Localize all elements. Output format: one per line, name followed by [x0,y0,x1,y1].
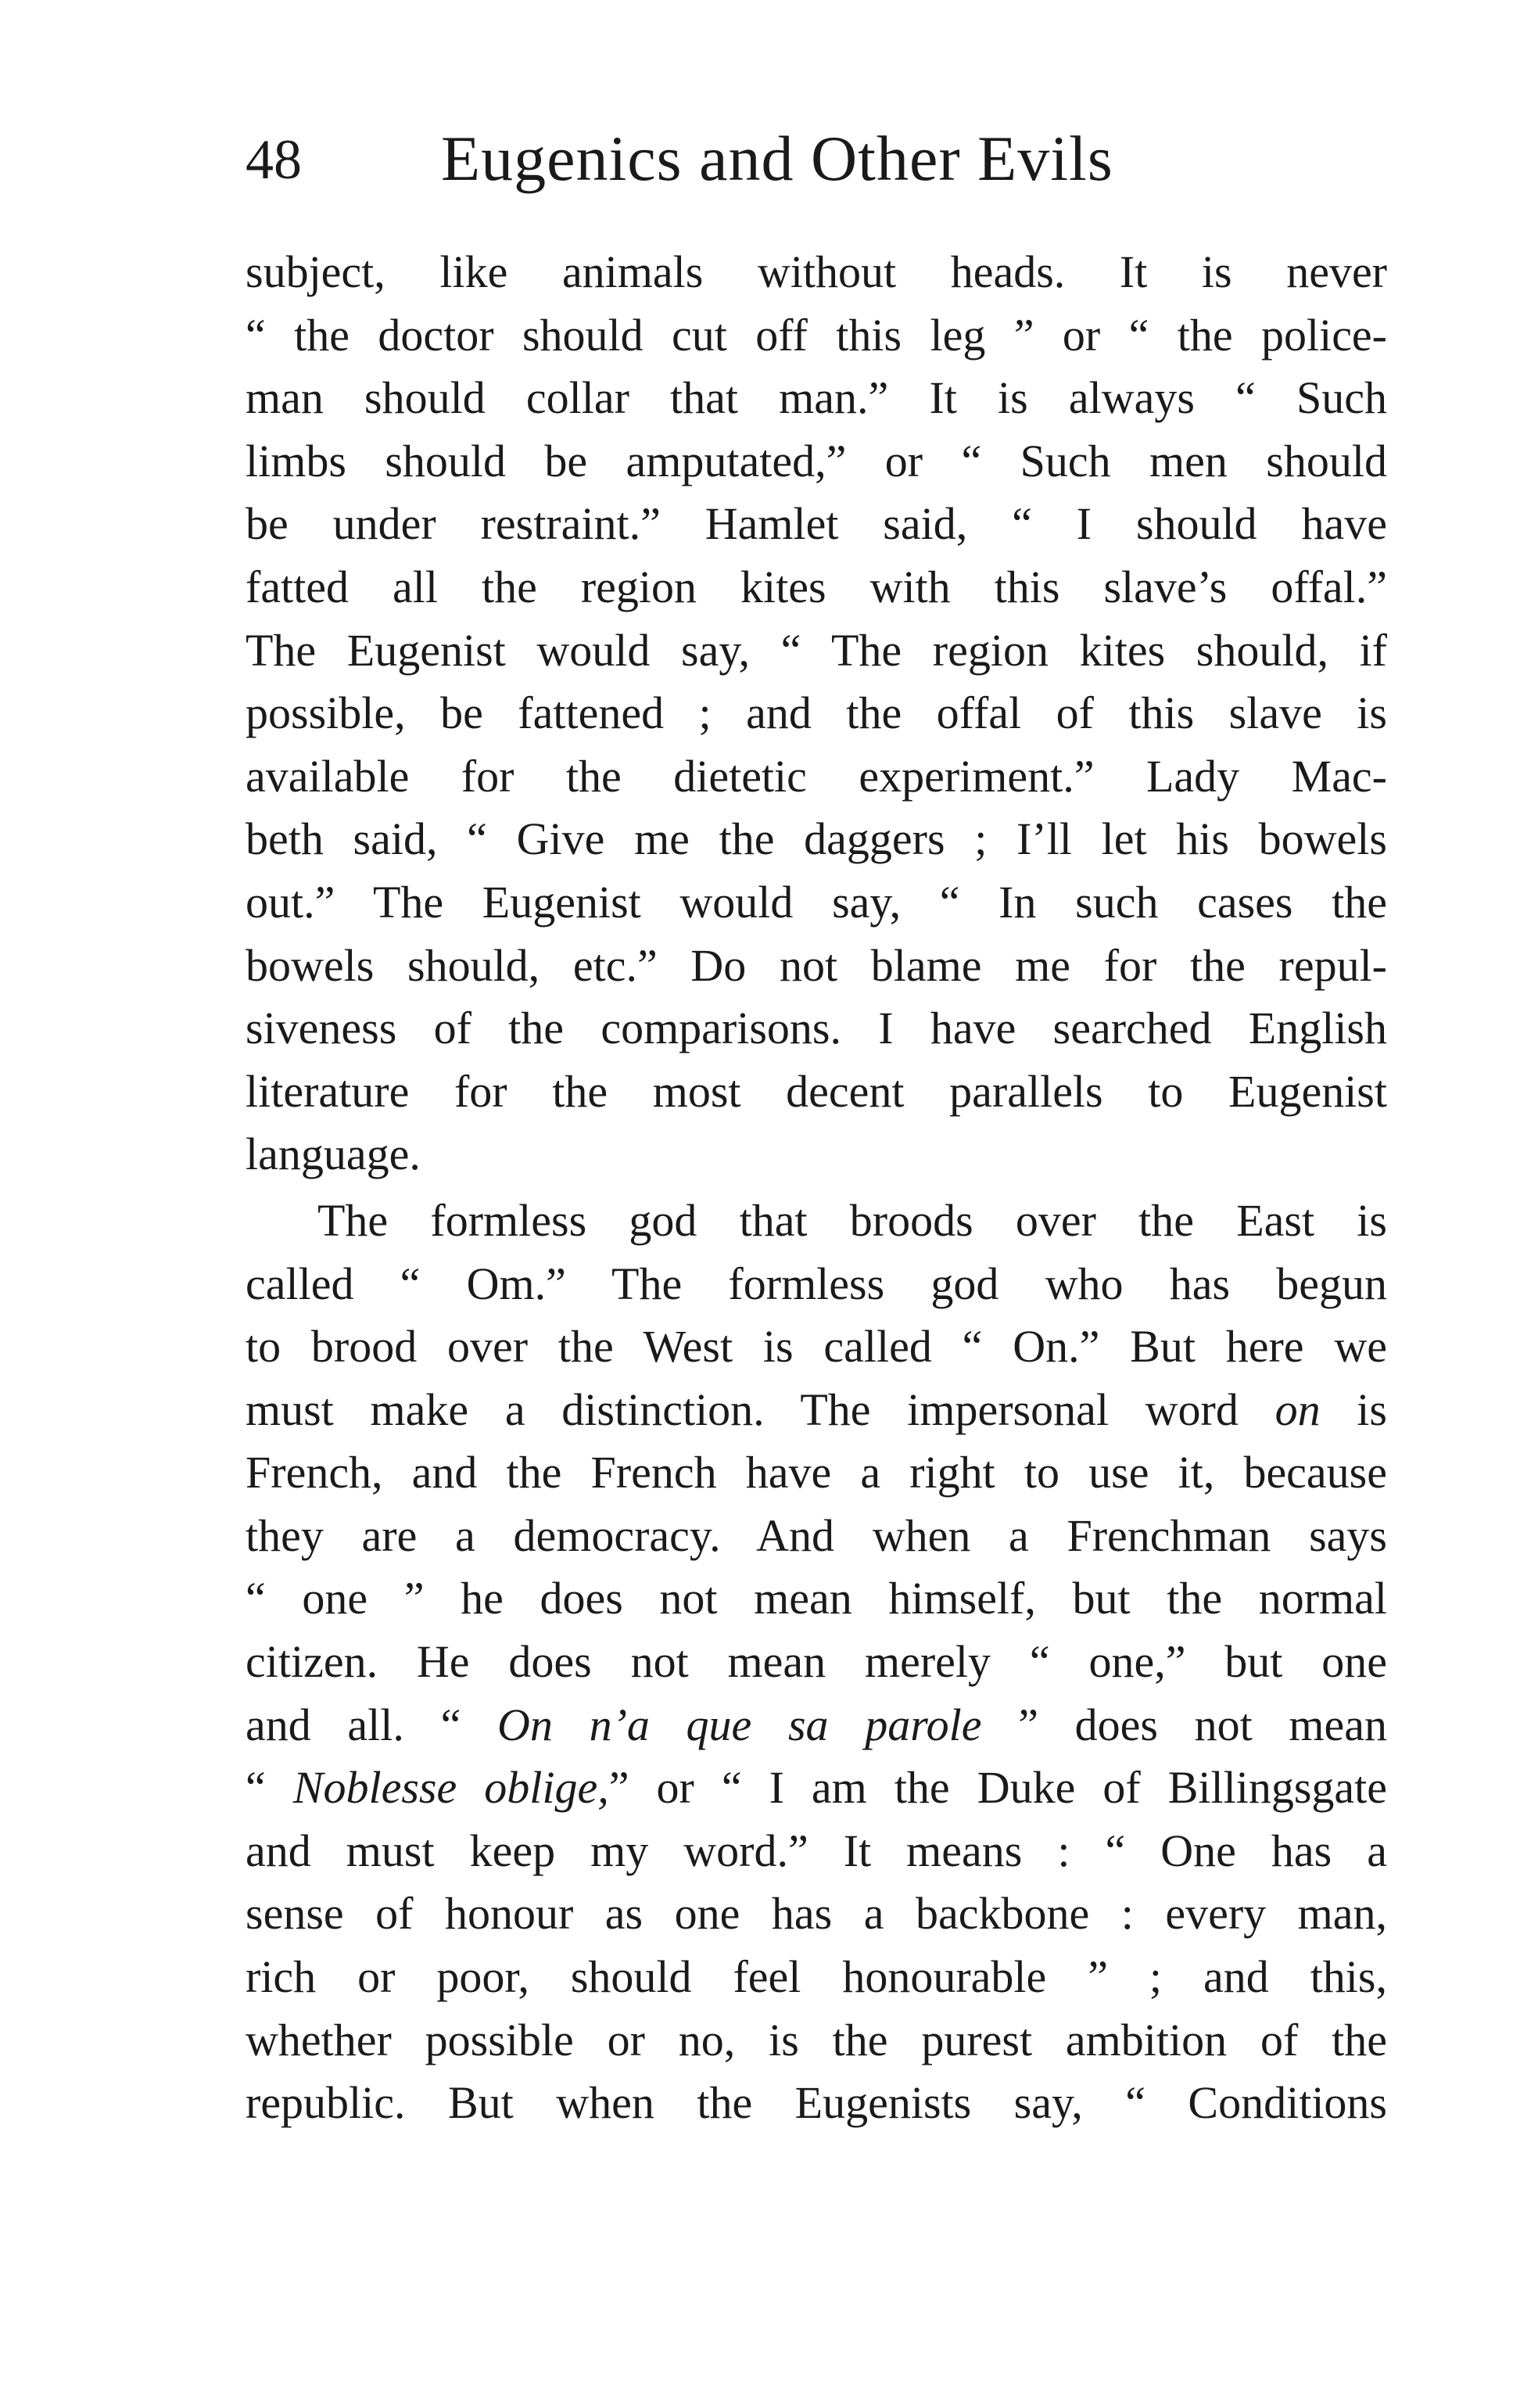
text-line: out.” The Eugenist would say, “ In such cases the [246,876,1387,928]
book-page [246,117,1387,2135]
text-line: possible, be fattened ; and the offal of this slave is [246,687,1387,739]
text-line [246,1379,1387,1442]
text-line: to brood over the West is called “ On.” But here we [246,1321,1387,1373]
text-line: republic. But when the Eugenists say, “ Conditions [246,2077,1387,2129]
text-line: they are a democracy. And when a Frenchman says [246,1509,1387,1561]
text-line: “ the doctor should cut off this leg ” or “ the police- [246,309,1387,361]
text-line: The formless god that broods over the East is [317,1194,1387,1246]
text-line: subject, like animals without heads. It is never [246,246,1387,297]
text-line: limbs should be amputated,” or “ Such men should [246,435,1387,486]
text-run: ” or “ I am the Duke of Billingsgate [608,1762,1388,1814]
text-run: is [1320,1383,1387,1435]
text-line: “ one ” he does not mean himself, but the normal [246,1573,1387,1624]
text-line: man should collar that man.” It is always “ Such [246,372,1387,424]
text-line: and must keep my word.” It means : “ One has a [246,1825,1387,1876]
text-line: bowels should, etc.” Do not blame me for the repul- [246,939,1387,991]
text-line [246,1694,1387,1757]
text-line: rich or poor, should feel honourable ” ; and this, [246,1951,1387,2003]
text-line: available for the dietetic experiment.” Lady Mac- [246,750,1387,802]
running-title: Eugenics and Other Evils [441,123,1113,194]
text-run: ” does not mean [981,1699,1387,1750]
text-run: and all. “ [246,1699,497,1750]
text-line: The Eugenist would say, “ The region kites should, if [246,624,1387,676]
text-line: literature for the most decent parallels to Eugenist [246,1065,1387,1117]
text-line: fatted all the region kites with this slave’s offal.” [246,561,1387,612]
italic-phrase: Noblesse oblige, [292,1762,609,1814]
text-line [246,1757,1387,1820]
italic-phrase: On n’a que sa parole [497,1699,982,1750]
page-number: 48 [246,128,302,191]
text-line: be under restraint.” Hamlet said, “ I should have [246,498,1387,550]
running-head [246,117,1387,211]
text-line: French, and the French have a right to use it, because [246,1447,1387,1498]
text-line: language. [246,1129,421,1180]
paragraph-2 [246,1190,1387,2135]
text-run: “ [246,1762,293,1814]
text-line: whether possible or no, is the purest ambition of the [246,2014,1387,2065]
text-line: sense of honour as one has a backbone : every man, [246,1888,1387,1940]
text-line: beth said, “ Give me the daggers ; I’ll let his bowels [246,813,1387,865]
paragraph-1 [246,241,1387,1186]
italic-word-on: on [1274,1383,1321,1435]
text-line: siveness of the comparisons. I have searched English [246,1003,1387,1054]
text-line: citizen. He does not mean merely “ one,” but one [246,1636,1387,1688]
text-line: called “ Om.” The formless god who has begun [246,1258,1387,1309]
text-run: must make a distinction. The impersonal word [246,1383,1275,1435]
